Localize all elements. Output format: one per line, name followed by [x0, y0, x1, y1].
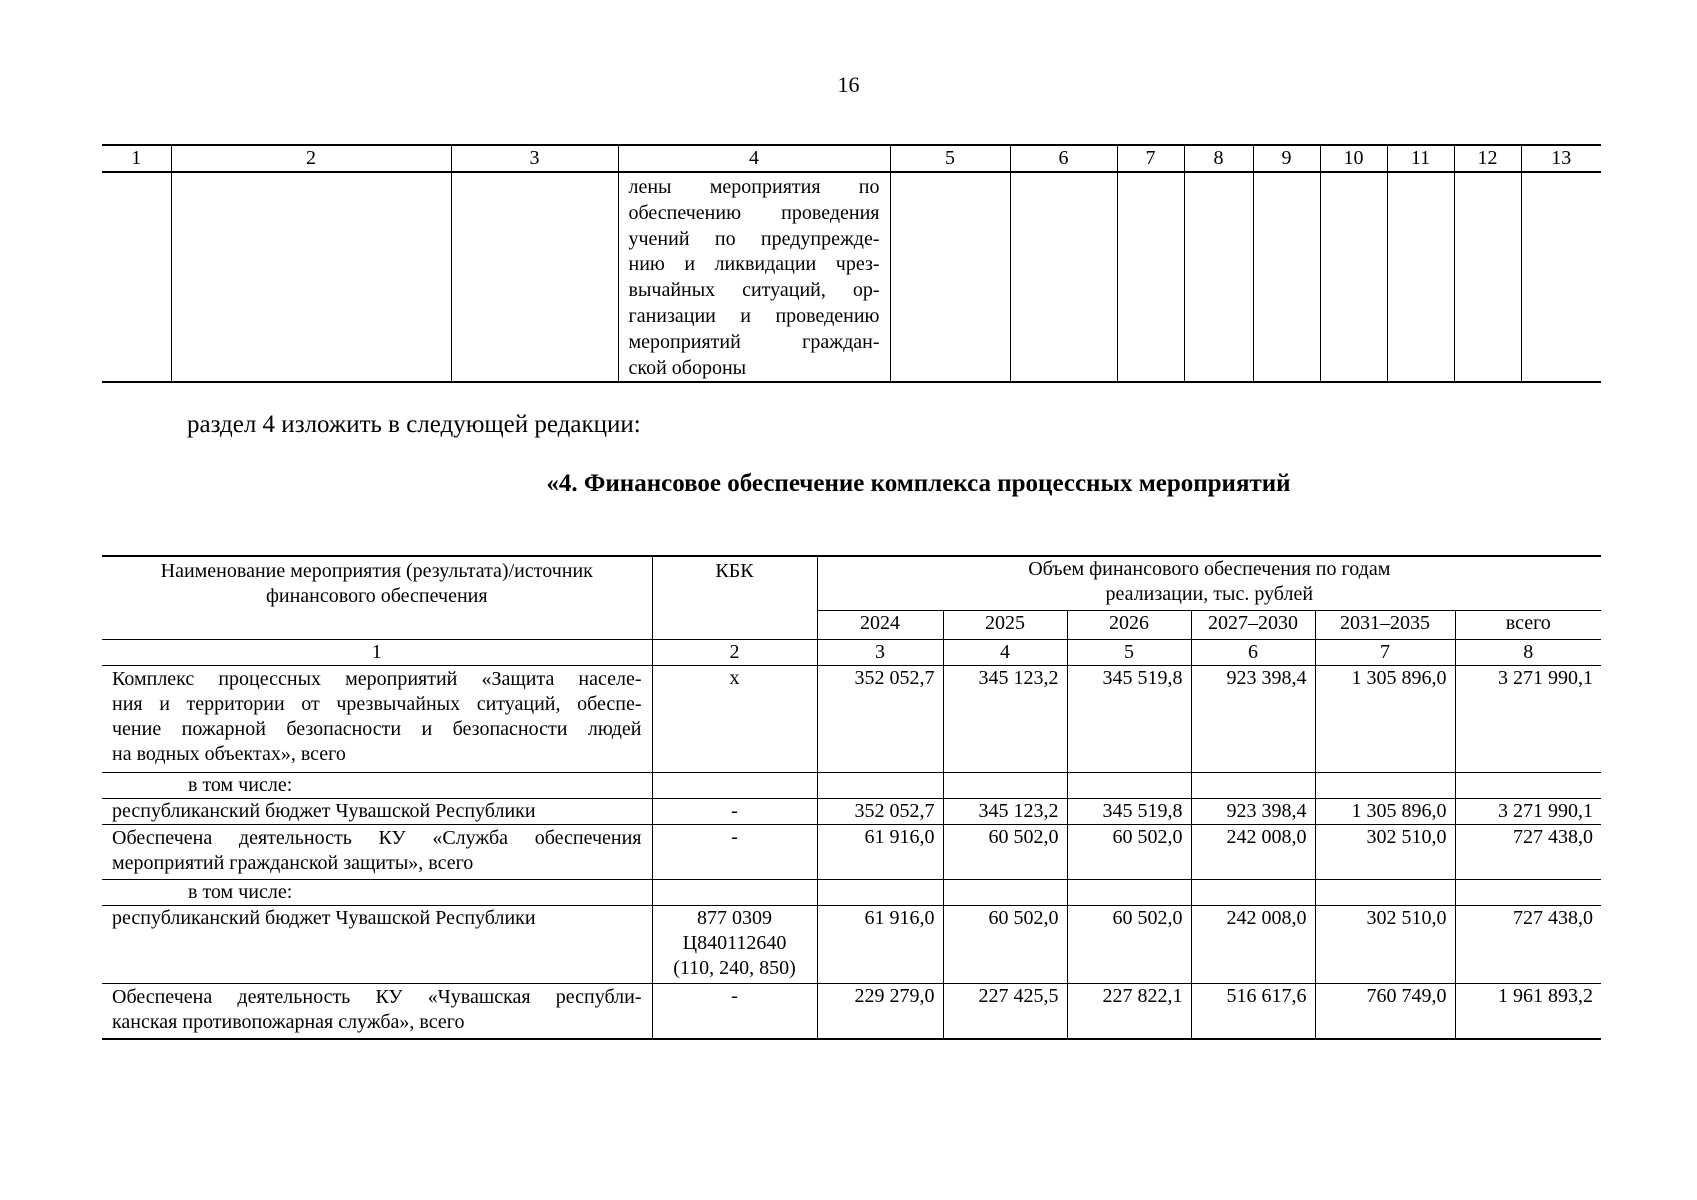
source-name-cell: республиканский бюджет Чувашской Республики: [102, 799, 652, 825]
text-line: лены мероприятия по: [628, 176, 880, 198]
value-cell: 61 916,0: [817, 825, 943, 880]
measure-name-cell: [102, 825, 652, 880]
intro-text: раздел 4 изложить в следующей редакции:: [187, 411, 641, 438]
col-number: 10: [1320, 145, 1387, 172]
table-cell: [817, 773, 943, 799]
col-number: 2: [171, 145, 451, 172]
financing-table: [102, 555, 1601, 1040]
section-title: [0, 470, 1697, 498]
text-line: учений по предупрежде-: [628, 227, 880, 250]
table-cell: [1454, 172, 1521, 382]
table-cell: [817, 880, 943, 906]
value-cell: 3 271 990,1: [1455, 666, 1601, 773]
table-row: [102, 799, 1601, 825]
text-line: Обеспечена деятельность КУ «Служба обеспечения: [112, 827, 642, 849]
kbk-cell: -: [652, 984, 817, 1040]
value-cell: 345 519,8: [1067, 666, 1191, 773]
table-cell: [1315, 880, 1455, 906]
column-number-row: [102, 145, 1601, 172]
value-cell: 60 502,0: [1067, 906, 1191, 984]
table-cell: [890, 172, 1010, 382]
value-cell: 242 008,0: [1191, 825, 1315, 880]
value-cell: 727 438,0: [1455, 825, 1601, 880]
table-cell: [1455, 880, 1601, 906]
value-cell: 516 617,6: [1191, 984, 1315, 1040]
col-number: 6: [1010, 145, 1117, 172]
header-kbk-column: КБК: [652, 556, 817, 640]
text-line: мероприятий граждан-: [628, 330, 880, 353]
measure-name-cell: [102, 984, 652, 1040]
table-cell: [171, 172, 451, 382]
kbk-cell: -: [652, 825, 817, 880]
header-year: всего: [1455, 611, 1601, 640]
col-number: 7: [1117, 145, 1184, 172]
including-label: в том числе:: [102, 880, 652, 906]
col-number: 4: [943, 640, 1067, 666]
including-label: в том числе:: [102, 773, 652, 799]
table-cell: [1455, 773, 1601, 799]
value-cell: 3 271 990,1: [1455, 799, 1601, 825]
value-cell: 923 398,4: [1191, 666, 1315, 773]
value-cell: 242 008,0: [1191, 906, 1315, 984]
col-number: 2: [652, 640, 817, 666]
header-name-column: Наименование мероприятия (результата)/источник финансового обеспечения: [102, 556, 652, 640]
table-cell: [1010, 172, 1117, 382]
section-title-text: «4. Финансовое обеспечение комплекса процессных мероприятий: [546, 470, 1291, 497]
source-name-cell: республиканский бюджет Чувашской Республики: [102, 906, 652, 984]
col-number: 13: [1521, 145, 1601, 172]
table-row: [102, 172, 1601, 382]
col-number: 8: [1184, 145, 1253, 172]
col-number: 5: [890, 145, 1010, 172]
table-cell: [1191, 773, 1315, 799]
value-cell: 1 305 896,0: [1315, 799, 1455, 825]
table-cell: [102, 172, 171, 382]
table-cell: [652, 880, 817, 906]
value-cell: 60 502,0: [1067, 825, 1191, 880]
column-number-row: [102, 640, 1601, 666]
table-row: [102, 825, 1601, 880]
col-number: 1: [102, 640, 652, 666]
text-line: на водных объектах», всего: [112, 743, 346, 765]
value-cell: 345 519,8: [1067, 799, 1191, 825]
value-cell: 345 123,2: [943, 799, 1067, 825]
text-line: чение пожарной безопасности и безопасности людей: [112, 718, 642, 740]
value-cell: 302 510,0: [1315, 906, 1455, 984]
table-row: [102, 773, 1601, 799]
col-number: 11: [1387, 145, 1454, 172]
kbk-line: 877 0309: [697, 907, 772, 929]
table-cell: [1253, 172, 1320, 382]
header-year: 2025: [943, 611, 1067, 640]
text-line: ния и территории от чрезвычайных ситуаций, обеспе-: [112, 693, 642, 715]
value-cell: 61 916,0: [817, 906, 943, 984]
table-cell: [451, 172, 618, 382]
measure-name-cell: [102, 666, 652, 773]
table-cell: [652, 773, 817, 799]
kbk-cell: [652, 906, 817, 984]
col-number: 5: [1067, 640, 1191, 666]
text-line: нию и ликвидации чрез-: [628, 253, 880, 276]
kbk-cell: -: [652, 799, 817, 825]
col-number: 9: [1253, 145, 1320, 172]
col-number: 3: [817, 640, 943, 666]
value-cell: 60 502,0: [943, 906, 1067, 984]
page-number: 16: [837, 72, 860, 97]
table-cell: [1117, 172, 1184, 382]
kbk-line: (110, 240, 850): [673, 957, 796, 979]
header-year: 2031–2035: [1315, 611, 1455, 640]
header-volume-group: Объем финансового обеспечения по годам реализации, тыс. рублей: [817, 556, 1601, 611]
value-cell: 227 425,5: [943, 984, 1067, 1040]
table-cell: [1067, 880, 1191, 906]
value-cell: 352 052,7: [817, 666, 943, 773]
text-line: ской обороны: [628, 356, 747, 379]
col-number: 7: [1315, 640, 1455, 666]
table-cell: [1184, 172, 1253, 382]
col-number: 4: [618, 145, 890, 172]
header-year: 2027–2030: [1191, 611, 1315, 640]
table-row: [102, 906, 1601, 984]
table-row: [102, 666, 1601, 773]
text-line: обеспечению проведения: [628, 201, 880, 224]
table-cell: [943, 773, 1067, 799]
col-number: 1: [102, 145, 171, 172]
col-number: 8: [1455, 640, 1601, 666]
table-cell: [1521, 172, 1601, 382]
header-year: 2024: [817, 611, 943, 640]
text-line: канская противопожарная служба», всего: [112, 1011, 465, 1033]
text-line: Обеспечена деятельность КУ «Чувашская республи-: [112, 986, 642, 1008]
table-cell: [1387, 172, 1454, 382]
text-line: ганизации и проведению: [628, 304, 880, 327]
value-cell: 302 510,0: [1315, 825, 1455, 880]
table-cell: [1067, 773, 1191, 799]
value-cell: 352 052,7: [817, 799, 943, 825]
header-row: [102, 556, 1601, 611]
table-cell: [1320, 172, 1387, 382]
value-cell: 923 398,4: [1191, 799, 1315, 825]
col-number: 3: [451, 145, 618, 172]
col-number: 12: [1454, 145, 1521, 172]
continuation-table: [102, 144, 1601, 383]
kbk-line: Ц840112640: [682, 932, 787, 954]
value-cell: 760 749,0: [1315, 984, 1455, 1040]
value-cell: 60 502,0: [943, 825, 1067, 880]
value-cell: 1 305 896,0: [1315, 666, 1455, 773]
text-line: мероприятий гражданской защиты», всего: [112, 852, 474, 874]
table-row: [102, 880, 1601, 906]
table-cell: [1315, 773, 1455, 799]
header-year: 2026: [1067, 611, 1191, 640]
text-line: вычайных ситуаций, ор-: [628, 279, 880, 302]
table-cell: [943, 880, 1067, 906]
measure-description-cell: [618, 172, 890, 382]
table-cell: [1191, 880, 1315, 906]
value-cell: 345 123,2: [943, 666, 1067, 773]
value-cell: 227 822,1: [1067, 984, 1191, 1040]
value-cell: 1 961 893,2: [1455, 984, 1601, 1040]
value-cell: 727 438,0: [1455, 906, 1601, 984]
col-number: 6: [1191, 640, 1315, 666]
table-row: [102, 984, 1601, 1040]
text-line: Комплекс процессных мероприятий «Защита населе-: [112, 668, 642, 690]
value-cell: 229 279,0: [817, 984, 943, 1040]
kbk-cell: х: [652, 666, 817, 773]
